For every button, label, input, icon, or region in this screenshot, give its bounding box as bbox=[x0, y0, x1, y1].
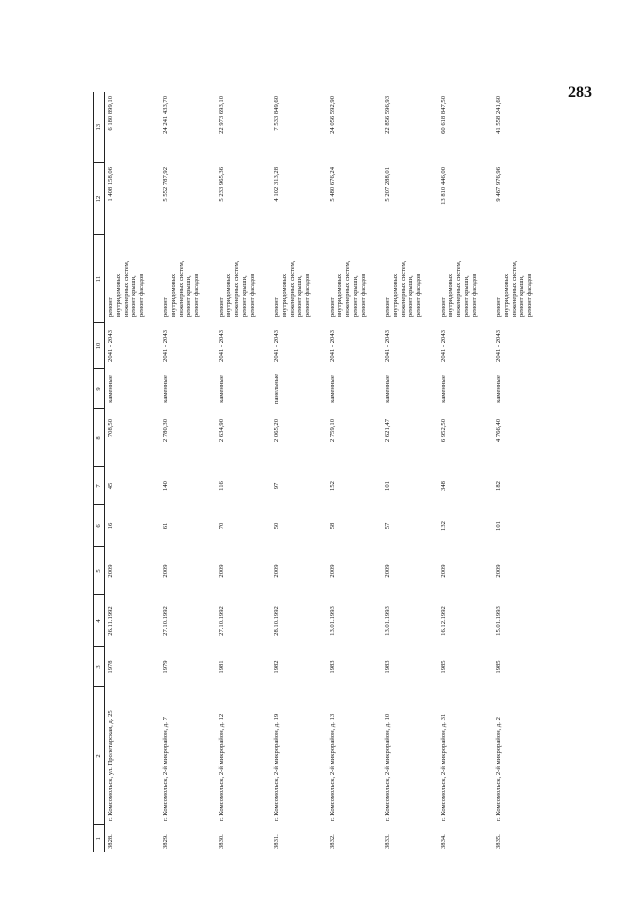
cost-cell: 1 408 158,06 bbox=[107, 167, 115, 202]
count-cell: 101 bbox=[495, 521, 503, 531]
works-line: ремонт крыши, bbox=[351, 275, 359, 317]
table-body bbox=[105, 92, 549, 852]
works-line: внутридомовых bbox=[114, 273, 122, 317]
table-row bbox=[216, 92, 272, 852]
count-cell: 16 bbox=[107, 522, 115, 530]
works-line: инженерных систем, bbox=[399, 260, 407, 317]
year-built-cell: 1983 bbox=[328, 660, 336, 674]
column-number-header: 12 bbox=[94, 163, 105, 235]
count-cell: 140 bbox=[162, 481, 170, 491]
works-cell bbox=[327, 235, 383, 323]
period-cell: 2041 - 2043 bbox=[495, 330, 503, 362]
wall-material-cell: каменные bbox=[495, 375, 503, 403]
address-cell: г. Комсомольск, ул. Пролетарская, д. 25 bbox=[107, 710, 115, 821]
row-number-cell: 3831. bbox=[273, 834, 281, 849]
column-number-header: 5 bbox=[94, 547, 105, 595]
works-line: ремонт фасадов bbox=[138, 273, 146, 317]
works-line: внутридомовых bbox=[169, 273, 177, 317]
area-cell: 2 634,90 bbox=[217, 419, 225, 443]
works-line: ремонт фасадов bbox=[470, 273, 478, 317]
works-line: ремонт крыши, bbox=[185, 275, 193, 317]
count-cell: 101 bbox=[384, 481, 392, 491]
address-cell: г. Комсомольск, 2-й микрорайон, д. 2 bbox=[495, 717, 503, 821]
column-number-row bbox=[94, 92, 105, 852]
period-cell: 2041 - 2043 bbox=[217, 330, 225, 362]
works-cell bbox=[438, 235, 494, 323]
table-row bbox=[105, 92, 161, 852]
period-cell: 2041 - 2043 bbox=[384, 330, 392, 362]
cost-cell: 13 810 446,00 bbox=[439, 167, 447, 205]
year-built-cell: 1981 bbox=[217, 660, 225, 674]
housing-register-table bbox=[93, 92, 549, 852]
works-line: внутридомовых bbox=[502, 273, 510, 317]
year-cell: 2009 bbox=[384, 564, 392, 578]
row-number-cell: 3830. bbox=[217, 834, 225, 849]
row-number-cell: 3833. bbox=[384, 834, 392, 849]
date-cell: 13.01.1993 bbox=[328, 606, 336, 636]
date-cell: 27.10.1992 bbox=[217, 606, 225, 636]
works-line: ремонт крыши, bbox=[296, 275, 304, 317]
cost-cell: 5 480 676,24 bbox=[328, 167, 336, 202]
count-cell: 97 bbox=[273, 482, 281, 490]
column-number-header: 9 bbox=[94, 369, 105, 409]
cost-cell: 24 241 433,70 bbox=[162, 96, 170, 134]
wall-material-cell: каменные bbox=[328, 375, 336, 403]
works-line: внутридомовых bbox=[336, 273, 344, 317]
column-number-header: 3 bbox=[94, 647, 105, 687]
works-line: ремонт фасадов bbox=[193, 273, 201, 317]
date-cell: 28.10.1992 bbox=[273, 606, 281, 636]
year-cell: 2009 bbox=[439, 564, 447, 578]
table-row bbox=[382, 92, 438, 852]
cost-cell: 5 207 288,01 bbox=[384, 167, 392, 202]
column-number-header: 2 bbox=[94, 687, 105, 825]
works-line: ремонт фасадов bbox=[359, 273, 367, 317]
row-number-cell: 3832. bbox=[328, 834, 336, 849]
count-cell: 45 bbox=[107, 482, 115, 490]
works-line: ремонт фасадов bbox=[248, 273, 256, 317]
address-cell: г. Комсомольск, 2-й микрорайон, д. 19 bbox=[273, 713, 281, 821]
period-cell: 2041 - 2043 bbox=[162, 330, 170, 362]
works-line: ремонт крыши, bbox=[240, 275, 248, 317]
works-line: внутридомовых bbox=[225, 273, 233, 317]
wall-material-cell: каменные bbox=[162, 375, 170, 403]
year-cell: 2009 bbox=[162, 564, 170, 578]
works-cell bbox=[105, 235, 161, 323]
column-number-header: 11 bbox=[94, 235, 105, 323]
row-number-cell: 3829. bbox=[162, 834, 170, 849]
area-cell: 4 766,40 bbox=[495, 419, 503, 443]
year-cell: 2009 bbox=[217, 564, 225, 578]
works-line: инженерных систем, bbox=[177, 260, 185, 317]
date-cell: 13.01.1993 bbox=[384, 606, 392, 636]
cost-cell: 60 618 847,50 bbox=[439, 96, 447, 134]
works-cell bbox=[271, 235, 327, 323]
column-number-header: 1 bbox=[94, 825, 105, 852]
address-cell: г. Комсомольск, 2-й микрорайон, д. 7 bbox=[162, 717, 170, 821]
date-cell: 16.12.1992 bbox=[439, 606, 447, 636]
works-line: ремонт bbox=[107, 297, 115, 317]
wall-material-cell: каменные bbox=[384, 375, 392, 403]
cost-cell: 6 180 899,10 bbox=[107, 96, 115, 131]
works-cell bbox=[160, 235, 216, 323]
works-line: инженерных систем, bbox=[344, 260, 352, 317]
page-number: 283 bbox=[568, 84, 592, 101]
address-cell: г. Комсомольск, 2-й микрорайон, д. 31 bbox=[439, 713, 447, 821]
works-cell bbox=[382, 235, 438, 323]
works-line: инженерных систем, bbox=[233, 260, 241, 317]
year-cell: 2009 bbox=[495, 564, 503, 578]
period-cell: 2041 - 2043 bbox=[273, 330, 281, 362]
wall-material-cell: каменные bbox=[107, 375, 115, 403]
area-cell: 6 952,50 bbox=[439, 419, 447, 443]
date-cell: 15.01.1993 bbox=[495, 606, 503, 636]
works-line: внутридомовых bbox=[447, 273, 455, 317]
column-number-header: 10 bbox=[94, 323, 105, 369]
period-cell: 2041 - 2043 bbox=[328, 330, 336, 362]
count-cell: 182 bbox=[495, 481, 503, 491]
cost-cell: 41 558 241,60 bbox=[495, 96, 503, 134]
year-cell: 2009 bbox=[273, 564, 281, 578]
count-cell: 50 bbox=[273, 522, 281, 530]
works-cell bbox=[493, 235, 549, 323]
cost-cell: 24 056 592,90 bbox=[328, 96, 336, 134]
column-number-header: 8 bbox=[94, 409, 105, 467]
count-cell: 58 bbox=[328, 522, 336, 530]
count-cell: 348 bbox=[439, 481, 447, 491]
works-line: ремонт bbox=[217, 297, 225, 317]
year-cell: 2009 bbox=[107, 564, 115, 578]
works-line: ремонт крыши, bbox=[518, 275, 526, 317]
works-line: инженерных систем, bbox=[122, 260, 130, 317]
row-number-cell: 3828. bbox=[107, 834, 115, 849]
cost-cell: 4 102 313,28 bbox=[273, 167, 281, 202]
rotated-table-container bbox=[93, 92, 539, 852]
column-number-header: 7 bbox=[94, 467, 105, 505]
works-line: внутридомовых bbox=[280, 273, 288, 317]
year-built-cell: 1985 bbox=[495, 660, 503, 674]
count-cell: 132 bbox=[439, 521, 447, 531]
column-number-header: 13 bbox=[94, 92, 105, 163]
count-cell: 152 bbox=[328, 481, 336, 491]
cost-cell: 5 233 965,36 bbox=[217, 167, 225, 202]
works-cell bbox=[216, 235, 272, 323]
date-cell: 27.10.1992 bbox=[162, 606, 170, 636]
address-cell: г. Комсомольск, 2-й микрорайон, д. 12 bbox=[217, 713, 225, 821]
works-line: внутридомовых bbox=[391, 273, 399, 317]
address-cell: г. Комсомольск, 2-й микрорайон, д. 13 bbox=[328, 713, 336, 821]
wall-material-cell: каменные bbox=[439, 375, 447, 403]
table-row bbox=[271, 92, 327, 852]
works-line: ремонт крыши, bbox=[462, 275, 470, 317]
date-cell: 26.11.1992 bbox=[107, 606, 115, 636]
works-line: ремонт крыши, bbox=[130, 275, 138, 317]
area-cell: 2 759,10 bbox=[328, 419, 336, 443]
column-number-header: 4 bbox=[94, 595, 105, 647]
area-cell: 2 621,47 bbox=[384, 419, 392, 443]
area-cell: 2 780,30 bbox=[162, 419, 170, 443]
count-cell: 61 bbox=[162, 522, 170, 530]
cost-cell: 22 856 596,93 bbox=[384, 96, 392, 134]
table-row bbox=[493, 92, 549, 852]
works-line: ремонт bbox=[273, 297, 281, 317]
column-number-header: 6 bbox=[94, 505, 105, 547]
works-line: инженерных систем, bbox=[510, 260, 518, 317]
row-number-cell: 3835. bbox=[495, 834, 503, 849]
works-line: ремонт bbox=[384, 297, 392, 317]
works-line: ремонт bbox=[495, 297, 503, 317]
address-cell: г. Комсомольск, 2-й микрорайон, д. 10 bbox=[384, 713, 392, 821]
cost-cell: 5 552 787,92 bbox=[162, 167, 170, 202]
works-line: ремонт фасадов bbox=[304, 273, 312, 317]
works-line: ремонт крыши, bbox=[407, 275, 415, 317]
year-cell: 2009 bbox=[328, 564, 336, 578]
table-row bbox=[160, 92, 216, 852]
table-row bbox=[438, 92, 494, 852]
year-built-cell: 1982 bbox=[273, 660, 281, 674]
year-built-cell: 1978 bbox=[107, 660, 115, 674]
works-line: ремонт bbox=[162, 297, 170, 317]
count-cell: 70 bbox=[217, 522, 225, 530]
year-built-cell: 1985 bbox=[439, 660, 447, 674]
wall-material-cell: панельные bbox=[273, 373, 281, 405]
table-row bbox=[327, 92, 383, 852]
wall-material-cell: каменные bbox=[217, 375, 225, 403]
works-line: ремонт фасадов bbox=[415, 273, 423, 317]
works-line: ремонт bbox=[328, 297, 336, 317]
works-line: инженерных систем, bbox=[455, 260, 463, 317]
works-line: инженерных систем, bbox=[288, 260, 296, 317]
period-cell: 2041 - 2043 bbox=[439, 330, 447, 362]
count-cell: 57 bbox=[384, 522, 392, 530]
cost-cell: 7 533 849,60 bbox=[273, 96, 281, 131]
year-built-cell: 1979 bbox=[162, 660, 170, 674]
area-cell: 2 065,20 bbox=[273, 419, 281, 443]
period-cell: 2041 - 2043 bbox=[107, 330, 115, 362]
year-built-cell: 1983 bbox=[384, 660, 392, 674]
row-number-cell: 3834. bbox=[439, 834, 447, 849]
count-cell: 116 bbox=[217, 481, 225, 491]
works-line: ремонт bbox=[439, 297, 447, 317]
cost-cell: 22 973 693,10 bbox=[217, 96, 225, 134]
cost-cell: 9 467 976,96 bbox=[495, 167, 503, 202]
area-cell: 708,50 bbox=[107, 419, 115, 438]
works-line: ремонт фасадов bbox=[526, 273, 534, 317]
